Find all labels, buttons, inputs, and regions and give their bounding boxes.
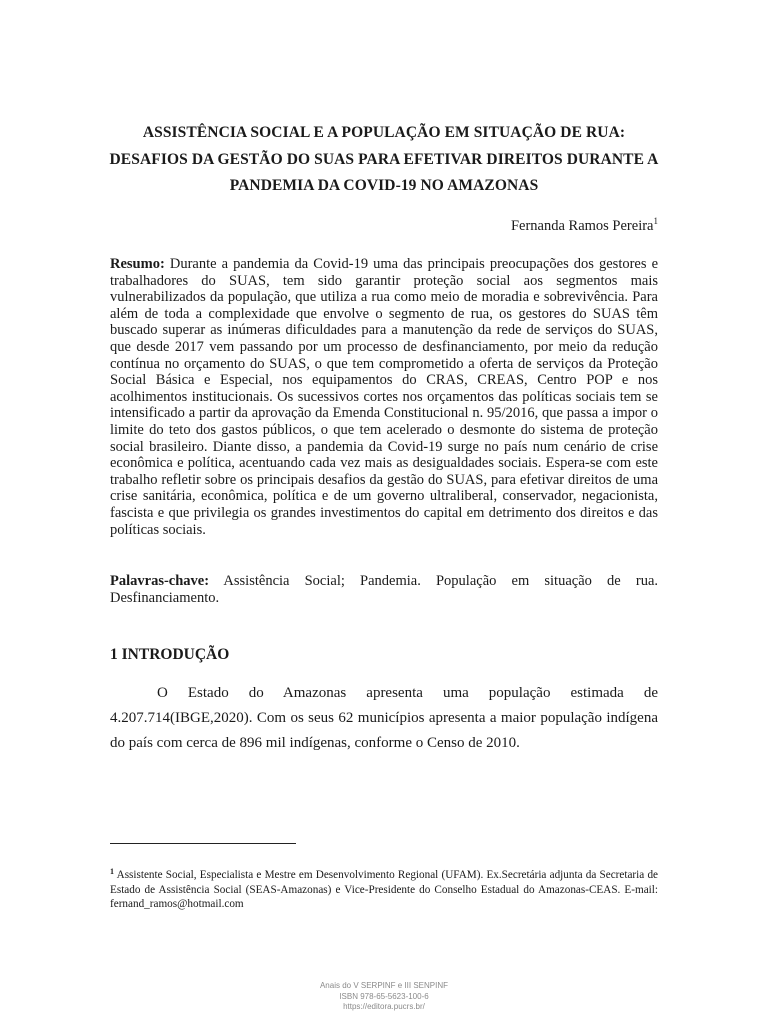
intro-paragraph: O Estado do Amazonas apresenta uma população estimada de 4.207.714(IBGE,2020). Com os seus 62 municípios apresenta a maior população indígena do país com cerca de 896 mil indígenas, conforme o Censo de 2010. — [110, 685, 658, 751]
footer-isbn: ISBN 978-65-5623-100-6 — [339, 991, 429, 1001]
author-line — [511, 216, 658, 235]
keywords — [110, 573, 658, 606]
author-footnote-mark: 1 — [653, 216, 658, 226]
abstract — [110, 256, 658, 538]
title-line-3: PANDEMIA DA COVID-19 NO AMAZONAS — [229, 177, 539, 194]
footnote-text: Assistente Social, Especialista e Mestre em Desenvolvimento Regional (UFAM). Ex.Secretária adjunta da Secretaria de Estado de Assistência Social (SEAS-Amazonas) e Vice-Presidente do Conselho Estadual do Amazonas-CEAS. E-mail: fernand_ramos@hotmail.com — [110, 869, 659, 910]
title-line-1: ASSISTÊNCIA SOCIAL E A POPULAÇÃO EM SITUAÇÃO DE RUA: — [142, 124, 626, 141]
section-heading: 1 INTRODUÇÃO — [110, 646, 230, 663]
author-name: Fernanda Ramos Pereira — [510, 218, 654, 234]
footnote-mark: 1 — [110, 867, 114, 876]
keywords-text: Assistência Social; Pandemia. População em situação de rua. Desfinanciamento. — [110, 573, 658, 606]
paper-title — [100, 120, 668, 200]
page-footer — [0, 981, 768, 1013]
title-line-2: DESAFIOS DA GESTÃO DO SUAS PARA EFETIVAR DIREITOS DURANTE A — [109, 150, 659, 168]
footnote — [110, 865, 658, 912]
abstract-label: Resumo: — [110, 256, 165, 272]
footer-url[interactable]: https://editora.pucrs.br/ — [343, 1002, 425, 1011]
footnote-divider — [110, 843, 296, 844]
keywords-label: Palavras-chave: — [110, 573, 210, 589]
footer-proceedings: Anais do V SERPINF e III SENPINF — [319, 981, 449, 990]
abstract-text: Durante a pandemia da Covid-19 uma das principais preocupações dos gestores e trabalhadores do SUAS, tem sido garantir proteção social aos segmentos mais vulnerabilizados da população, que utiliza a rua como meio de moradia e sobrevivência. Para além de toda a complexidade que envolve o segmento de rua, os gestores do SUAS têm buscado superar as inúmeras dificuldades para a manutenção da rede de serviços do SUAS, que desde 2017 vem passando por um processo de desfinanciamento, por meio da redução contínua no orçamento do SUAS, o que tem comprometido a oferta de serviços da Proteção Social Básica e Especial, nos equipamentos do CRAS, CREAS, Centro POP e nos acolhimentos institucionais. Os sucessivos cortes nos orçamentos das políticas sociais tem se intensificado a partir da aprovação da Emenda Constitucional n. 95/2016, que passa a impor o limite do teto dos gastos públicos, o que tem acelerado o desmonte do sistema de proteção social brasileiro. Diante disso, a pandemia da Covid-19 surge no país num cenário de crise econômica e política, acentuando cada vez mais as desigualdades sociais. Espera-se com este trabalho refletir sobre os principais desafios da gestão do SUAS, para efetivar direitos de uma crise sanitária, econômica, política e de um governo ultraliberal, conservador, negacionista, fascista e que privilegia os grandes investimentos do capital em detrimento dos direitos e das políticas sociais. — [110, 256, 659, 538]
